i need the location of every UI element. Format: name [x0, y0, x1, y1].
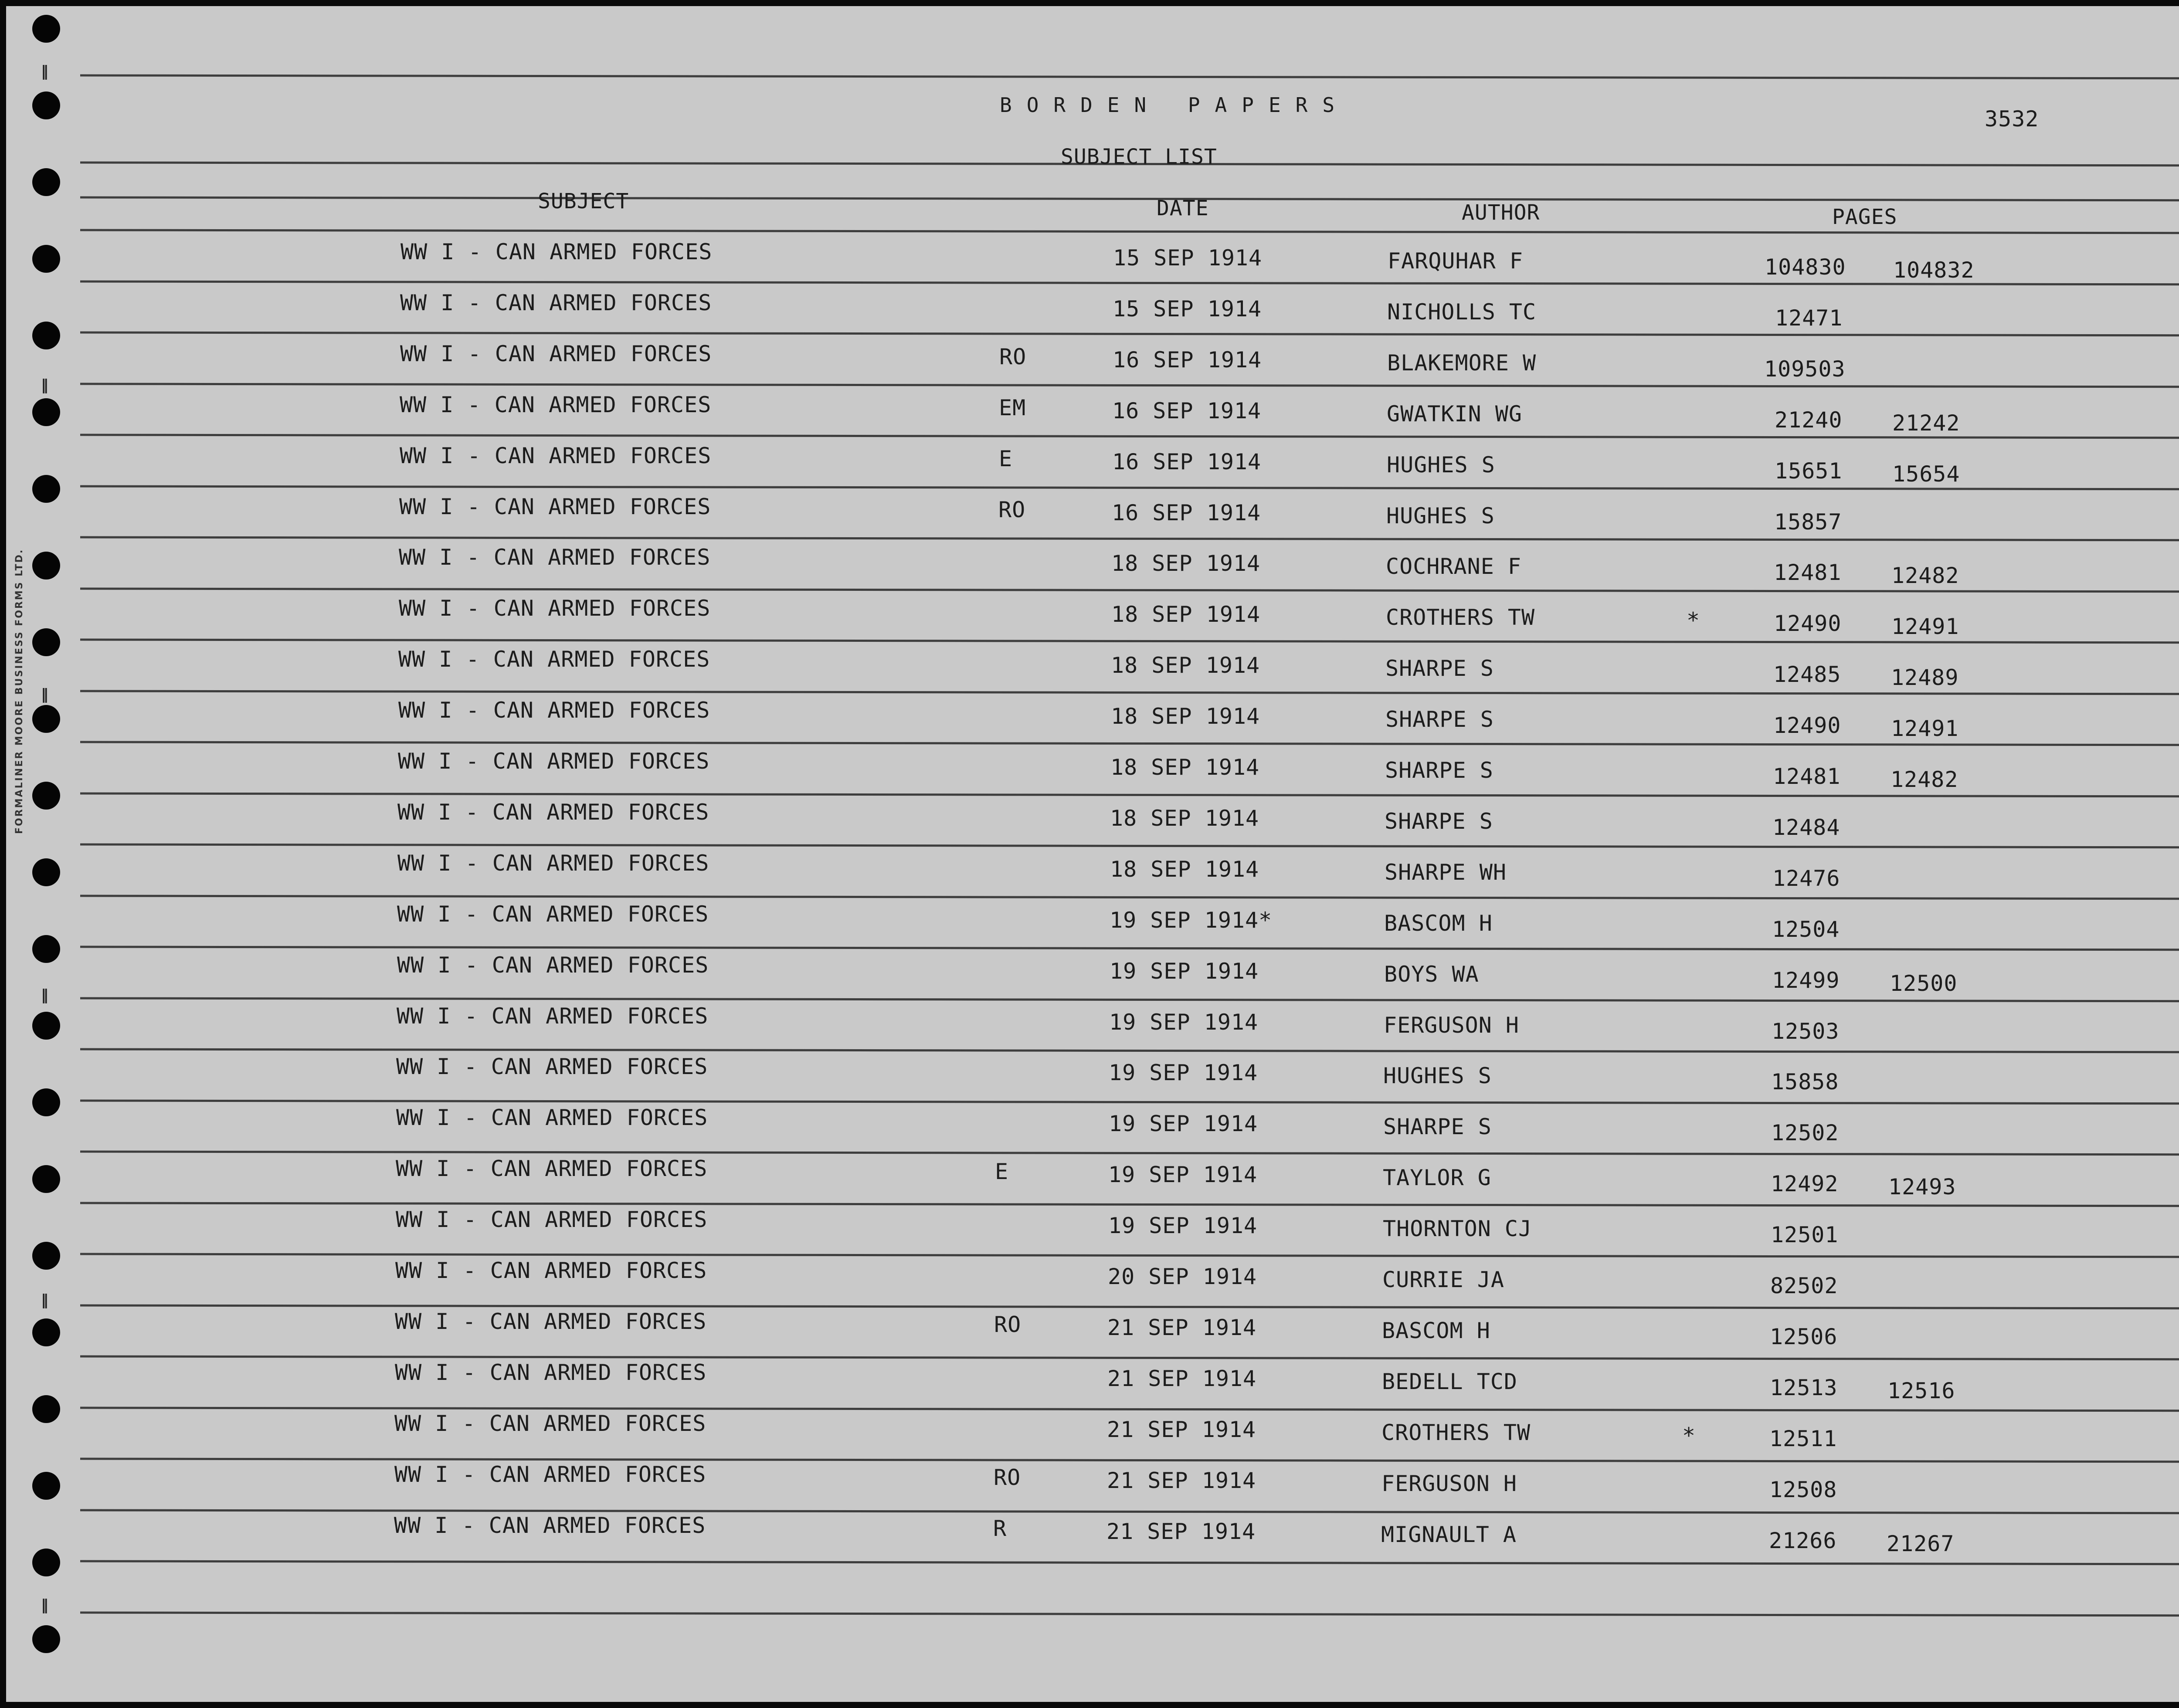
column-header-date: DATE — [1157, 196, 1209, 220]
left-feed-hole — [32, 1088, 60, 1116]
row-subject: WW I - CAN ARMED FORCES — [396, 1105, 708, 1131]
row-author: SHARPE S — [1385, 808, 1493, 834]
row-subject: WW I - CAN ARMED FORCES — [397, 952, 709, 978]
row-subject: WW I - CAN ARMED FORCES — [394, 1461, 706, 1487]
left-feed-hole — [32, 1012, 60, 1040]
row-mark: * — [1687, 608, 1700, 634]
margin-tick-mark: ‖ — [41, 686, 49, 703]
row-date: 18 SEP 1914 — [1110, 856, 1259, 882]
ruled-line — [80, 895, 2179, 900]
row-subject: WW I - CAN ARMED FORCES — [395, 1258, 707, 1283]
left-feed-hole — [32, 1165, 60, 1193]
row-author: BOYS WA — [1384, 961, 1479, 987]
ruled-line — [80, 690, 2179, 695]
row-date: 15 SEP 1914 — [1113, 296, 1262, 322]
row-date: 19 SEP 1914 — [1108, 1213, 1258, 1239]
left-feed-hole — [32, 398, 60, 426]
row-page-to: 12482 — [1891, 563, 1959, 589]
ruled-line — [80, 485, 2179, 490]
row-code: RO — [994, 1312, 1022, 1337]
row-author: HUGHES S — [1383, 1063, 1492, 1089]
row-page-from: 82502 — [1770, 1273, 1838, 1298]
row-date: 18 SEP 1914 — [1111, 653, 1260, 678]
row-page-from: 12511 — [1769, 1426, 1837, 1451]
ruled-line — [80, 946, 2179, 951]
row-author: MIGNAULT A — [1381, 1522, 1517, 1547]
row-author: CURRIE JA — [1382, 1267, 1504, 1292]
row-date: 19 SEP 1914 — [1109, 1060, 1258, 1086]
row-code: R — [993, 1515, 1007, 1541]
row-subject: WW I - CAN ARMED FORCES — [396, 1207, 708, 1233]
ruled-line — [80, 536, 2179, 542]
row-page-from: 12504 — [1772, 916, 1840, 942]
row-date: 21 SEP 1914 — [1106, 1518, 1256, 1544]
ruled-line — [80, 229, 2179, 234]
row-page-to: 12493 — [1888, 1174, 1956, 1200]
row-page-to: 104832 — [1893, 258, 1975, 283]
row-author: BASCOM H — [1382, 1318, 1490, 1343]
left-feed-hole — [32, 858, 60, 886]
row-date: 18 SEP 1914 — [1111, 704, 1260, 729]
ruled-line — [80, 639, 2179, 644]
ruled-line — [80, 332, 2179, 337]
margin-tick-mark: ‖ — [41, 376, 49, 394]
row-page-to: 15654 — [1892, 461, 1960, 487]
row-subject: WW I - CAN ARMED FORCES — [396, 1054, 708, 1080]
row-page-to: 12491 — [1891, 716, 1959, 742]
row-subject: WW I - CAN ARMED FORCES — [400, 392, 712, 417]
row-subject: WW I - CAN ARMED FORCES — [398, 647, 710, 672]
row-page-from: 104830 — [1765, 254, 1846, 280]
row-author: NICHOLLS TC — [1387, 299, 1537, 325]
ruled-line — [80, 1253, 2179, 1258]
row-author: GWATKIN WG — [1387, 401, 1523, 427]
row-subject: WW I - CAN ARMED FORCES — [398, 749, 710, 774]
row-page-to: 12491 — [1891, 614, 1959, 640]
row-page-from: 12481 — [1773, 764, 1841, 789]
ruled-line — [80, 75, 2179, 80]
row-author: SHARPE S — [1383, 1114, 1492, 1140]
row-date: 16 SEP 1914 — [1112, 500, 1261, 525]
row-page-from: 12471 — [1775, 305, 1843, 331]
row-subject: WW I - CAN ARMED FORCES — [400, 443, 712, 468]
row-subject: WW I - CAN ARMED FORCES — [400, 341, 712, 366]
row-page-to: 12516 — [1887, 1378, 1955, 1403]
row-date: 18 SEP 1914 — [1111, 551, 1261, 576]
ruled-line — [80, 587, 2179, 593]
row-page-from: 12484 — [1772, 814, 1840, 840]
row-author: FERGUSON H — [1381, 1471, 1517, 1496]
row-date: 19 SEP 1914 — [1109, 1111, 1258, 1137]
row-page-from: 12476 — [1772, 865, 1840, 891]
row-subject: WW I - CAN ARMED FORCES — [397, 850, 709, 876]
left-feed-hole — [32, 92, 60, 119]
row-subject: WW I - CAN ARMED FORCES — [400, 290, 712, 315]
ruled-line — [80, 1151, 2179, 1156]
margin-tick-mark: ‖ — [41, 986, 49, 1004]
row-page-from: 15651 — [1775, 458, 1843, 484]
row-code: RO — [998, 497, 1026, 522]
report-title: BORDEN PAPERS — [1000, 93, 1350, 117]
column-header-pages: PAGES — [1832, 205, 1897, 229]
row-page-to: 12500 — [1890, 970, 1958, 996]
row-page-to: 21267 — [1887, 1531, 1955, 1556]
row-author: HUGHES S — [1386, 503, 1495, 529]
row-code: E — [995, 1159, 1009, 1185]
ruled-line — [80, 434, 2179, 439]
row-subject: WW I - CAN ARMED FORCES — [397, 799, 709, 825]
left-feed-hole — [32, 1472, 60, 1500]
row-subject: WW I - CAN ARMED FORCES — [394, 1512, 706, 1538]
ruled-line — [80, 383, 2179, 388]
row-code: EM — [999, 395, 1026, 420]
row-date: 21 SEP 1914 — [1107, 1366, 1257, 1391]
row-page-from: 15858 — [1771, 1069, 1839, 1095]
row-author: CROTHERS TW — [1386, 605, 1535, 630]
row-date: 20 SEP 1914 — [1108, 1264, 1257, 1289]
form-maker-imprint: FORMALINER MOORE BUSINESS FORMS LTD. — [14, 548, 25, 834]
row-subject: WW I - CAN ARMED FORCES — [401, 239, 713, 264]
row-code: E — [999, 446, 1013, 471]
row-date: 21 SEP 1914 — [1107, 1467, 1256, 1493]
row-code: RO — [999, 344, 1027, 369]
ruled-line — [80, 741, 2179, 746]
row-subject: WW I - CAN ARMED FORCES — [398, 698, 710, 723]
row-page-from: 12492 — [1771, 1171, 1839, 1197]
row-page-from: 109503 — [1764, 356, 1846, 382]
row-page-from: 15857 — [1774, 509, 1842, 535]
row-author: COCHRANE F — [1386, 554, 1522, 580]
row-author: THORNTON CJ — [1383, 1216, 1532, 1242]
left-feed-hole — [32, 705, 60, 733]
row-subject: WW I - CAN ARMED FORCES — [399, 494, 711, 519]
left-feed-hole — [32, 475, 60, 503]
left-feed-hole — [32, 552, 60, 580]
row-date: 19 SEP 1914 — [1110, 958, 1259, 984]
row-subject: WW I - CAN ARMED FORCES — [396, 1156, 708, 1182]
margin-tick-mark: ‖ — [41, 63, 49, 80]
ruled-line — [80, 1611, 2179, 1616]
row-author: CROTHERS TW — [1381, 1420, 1531, 1445]
row-mark: * — [1682, 1423, 1696, 1448]
row-date: 16 SEP 1914 — [1112, 398, 1262, 424]
row-page-from: 12490 — [1774, 611, 1842, 637]
row-subject: WW I - CAN ARMED FORCES — [395, 1308, 707, 1334]
ruled-line — [80, 1560, 2179, 1566]
row-author: FERGUSON H — [1384, 1012, 1520, 1038]
ruled-line — [80, 1202, 2179, 1207]
row-page-from: 12506 — [1770, 1324, 1838, 1349]
report-subtitle: SUBJECT LIST — [1061, 145, 1217, 169]
column-header-author: AUTHOR — [1462, 200, 1540, 225]
left-feed-hole — [32, 782, 60, 810]
row-page-to: 12482 — [1891, 767, 1958, 792]
row-page-to: 21242 — [1892, 410, 1960, 436]
ruled-line — [80, 1048, 2179, 1054]
ruled-line — [80, 997, 2179, 1002]
row-page-from: 12490 — [1773, 713, 1841, 739]
row-author: SHARPE S — [1385, 656, 1494, 681]
left-feed-hole — [32, 935, 60, 963]
row-author: TAYLOR G — [1383, 1165, 1491, 1191]
left-feed-hole — [32, 1242, 60, 1270]
column-header-subject: SUBJECT — [538, 189, 629, 214]
row-date: 15 SEP 1914 — [1113, 245, 1263, 271]
row-date: 16 SEP 1914 — [1113, 347, 1262, 373]
row-author: BEDELL TCD — [1382, 1369, 1518, 1394]
row-subject: WW I - CAN ARMED FORCES — [399, 545, 711, 570]
row-date: 21 SEP 1914 — [1107, 1417, 1256, 1442]
left-feed-hole — [32, 245, 60, 273]
row-subject: WW I - CAN ARMED FORCES — [397, 1003, 709, 1029]
ruled-line — [80, 1099, 2179, 1105]
ruled-line — [80, 280, 2179, 285]
page-number: 3532 — [1985, 106, 2039, 132]
row-page-from: 21240 — [1775, 407, 1843, 433]
row-author: BLAKEMORE W — [1387, 350, 1537, 376]
row-page-from: 12513 — [1770, 1375, 1838, 1400]
left-feed-hole — [32, 1395, 60, 1423]
row-author: FARQUHAR F — [1388, 248, 1524, 274]
left-feed-hole — [32, 15, 60, 43]
row-page-from: 12481 — [1774, 560, 1842, 586]
row-date: 19 SEP 1914 — [1108, 1162, 1258, 1188]
left-feed-hole — [32, 168, 60, 196]
left-feed-hole — [32, 1625, 60, 1653]
row-page-from: 12508 — [1769, 1477, 1837, 1502]
row-date: 16 SEP 1914 — [1112, 449, 1262, 474]
row-page-from: 12485 — [1773, 662, 1841, 688]
left-feed-hole — [32, 628, 60, 656]
row-page-to: 12489 — [1891, 665, 1959, 691]
left-feed-hole — [32, 1549, 60, 1576]
row-author: SHARPE S — [1385, 758, 1493, 783]
row-page-from: 12499 — [1772, 967, 1840, 993]
ruled-line — [80, 197, 2179, 202]
row-date: 18 SEP 1914 — [1110, 805, 1259, 831]
margin-tick-mark: ‖ — [41, 1291, 49, 1309]
row-page-from: 21266 — [1769, 1528, 1837, 1553]
row-subject: WW I - CAN ARMED FORCES — [395, 1359, 707, 1385]
row-author: SHARPE S — [1385, 707, 1494, 732]
row-page-from: 12501 — [1771, 1222, 1839, 1248]
printout-sheet — [6, 6, 2179, 1702]
left-feed-hole — [32, 322, 60, 349]
row-subject: WW I - CAN ARMED FORCES — [397, 901, 709, 927]
row-code: RO — [994, 1464, 1021, 1490]
margin-tick-mark: ‖ — [41, 1596, 49, 1614]
row-author: SHARPE WH — [1385, 859, 1507, 885]
row-author: BASCOM H — [1384, 910, 1493, 936]
row-subject: WW I - CAN ARMED FORCES — [399, 596, 711, 621]
row-page-from: 12502 — [1771, 1120, 1839, 1146]
row-date: 18 SEP 1914 — [1111, 602, 1261, 627]
ruled-line — [80, 844, 2179, 849]
ruled-line — [80, 792, 2179, 797]
row-date: 19 SEP 1914* — [1110, 907, 1273, 933]
row-date: 19 SEP 1914 — [1109, 1009, 1259, 1035]
row-date: 21 SEP 1914 — [1107, 1315, 1257, 1340]
row-date: 18 SEP 1914 — [1110, 755, 1260, 780]
row-author: HUGHES S — [1387, 452, 1495, 478]
row-page-from: 12503 — [1772, 1018, 1840, 1044]
left-feed-hole — [32, 1318, 60, 1346]
row-subject: WW I - CAN ARMED FORCES — [394, 1410, 706, 1436]
